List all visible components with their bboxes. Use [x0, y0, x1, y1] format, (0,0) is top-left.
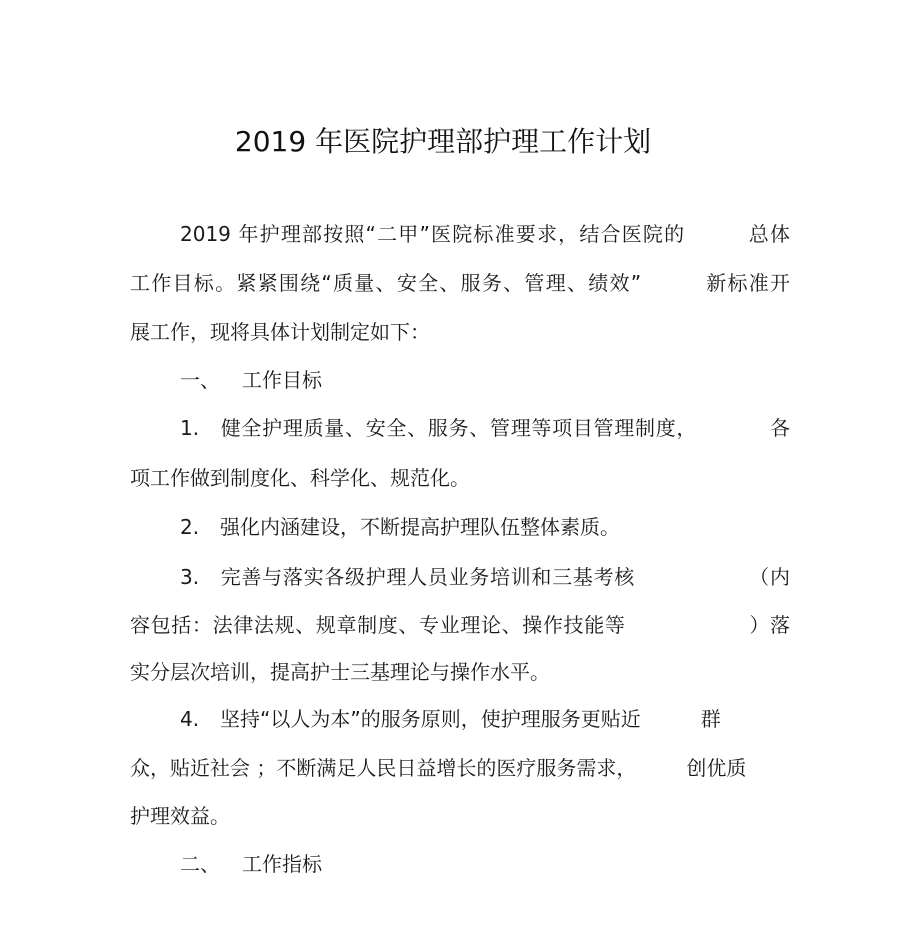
list-item-4: [180, 704, 740, 734]
item-text: 完善与落实各级护理人员业务培训和三基考核 （内: [220, 565, 790, 589]
item-text: 强化内涵建设，不断提高护理队伍整体素质。: [220, 515, 620, 539]
intro-line-2: 工作目标。紧紧围绕“质量、安全、服务、管理、绩效” 新标准开: [130, 271, 790, 295]
item-number: 2.: [180, 515, 200, 539]
list-item-3-continuation-1: 容包括：法律法规、规章制度、专业理论、操作技能等 ）落: [130, 613, 790, 637]
item-number: 3.: [180, 565, 200, 589]
intro-line-3: 展工作，现将具体计划制定如下：: [130, 320, 430, 344]
page-title: 2019 年医院护理部护理工作计划: [234, 125, 652, 158]
list-item-3-continuation-2: 实分层次培训，提高护士三基理论与操作水平。: [130, 660, 550, 684]
section-heading-2: [180, 849, 840, 879]
item-text: 坚持“以人为本”的服务原则，使护理服务更贴近 群: [220, 707, 721, 731]
section-title: 工作指标: [242, 852, 322, 876]
section-title: 工作目标: [242, 368, 322, 392]
section-heading-1: [180, 365, 840, 395]
list-item-3: [180, 562, 790, 592]
list-item-1: [180, 413, 790, 443]
list-item-4-continuation-2: 护理效益。: [130, 804, 230, 828]
list-item-2: [180, 512, 790, 542]
list-item-4-continuation-1: 众，贴近社会 ；不断满足人民日益增长的医疗服务需求， 创优质: [130, 756, 747, 780]
item-number: 4.: [180, 707, 200, 731]
section-marker: 二、: [180, 852, 220, 876]
section-marker: 一、: [180, 368, 220, 392]
intro-line-1: 2019 年护理部按照“二甲”医院标准要求，结合医院的 总体: [180, 222, 790, 246]
list-item-1-continuation: 项工作做到制度化、科学化、规范化。: [130, 466, 470, 490]
item-number: 1.: [180, 416, 200, 440]
item-text: 健全护理质量、安全、服务、管理等项目管理制度， 各: [220, 416, 790, 440]
